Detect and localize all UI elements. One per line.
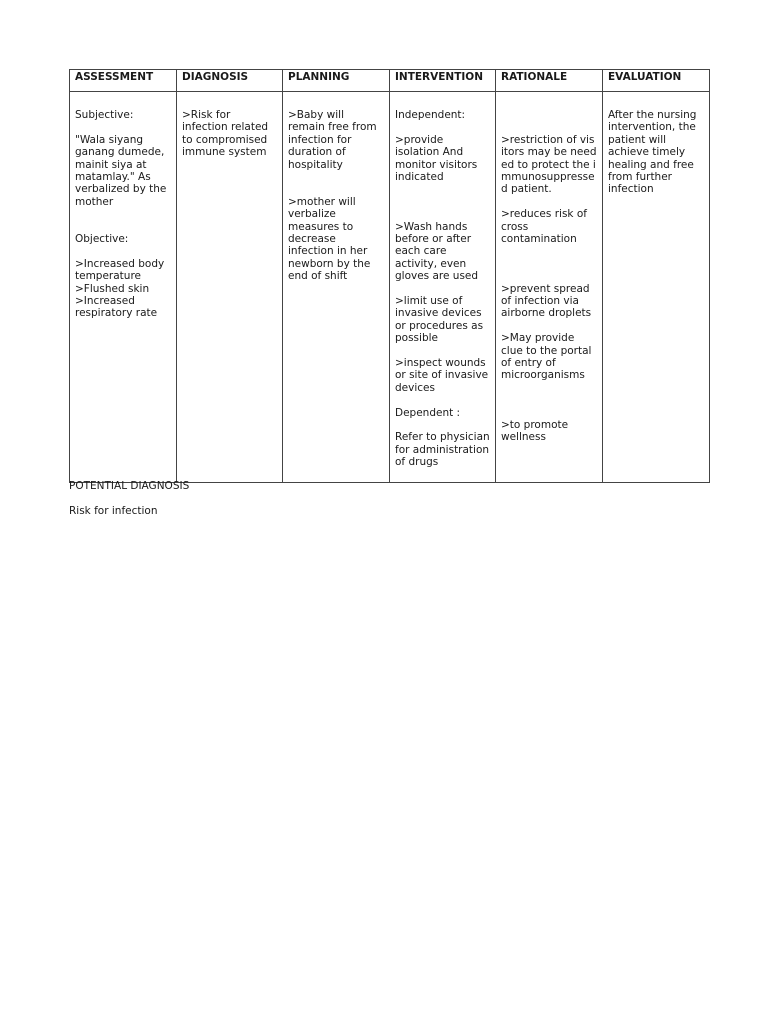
- intervention-item: Refer to physician for administration of drugs: [395, 431, 490, 469]
- intervention-item: >Wash hands before or after each care activity, even gloves are used: [395, 220, 479, 283]
- diagnosis-cell: [177, 92, 283, 483]
- potential-diagnosis-value: Risk for infection: [69, 505, 158, 517]
- nursing-care-plan-table: [69, 69, 710, 483]
- header-planning: PLANNING: [283, 70, 390, 92]
- rationale-item: >restriction of visitors may be needed to protect the immunosuppressed patient.: [501, 133, 597, 196]
- header-evaluation: EVALUATION: [603, 70, 710, 92]
- objective-item: >Flushed skin: [75, 282, 150, 295]
- subjective-quote: "Wala siyang ganang dumede, mainit siya at matamlay." As verbalized by the mother: [75, 133, 167, 208]
- planning-goal: >Baby will remain free from infection for duration of hospitality: [288, 109, 377, 171]
- evaluation-cell: [603, 92, 710, 483]
- assessment-cell: [70, 92, 177, 483]
- rationale-item: >prevent spread of infection via airborne droplets: [501, 282, 592, 320]
- potential-diagnosis-label: POTENTIAL DIAGNOSIS: [69, 480, 190, 492]
- dependent-label: Dependent :: [395, 406, 461, 419]
- rationale-item: >reduces risk of cross contamination: [501, 208, 587, 246]
- intervention-item: >provide isolation And monitor visitors indicated: [395, 133, 478, 184]
- objective-item: >Increased body temperature: [75, 257, 165, 283]
- evaluation-text: After the nursing intervention, the patient will achieve timely healing and free from further infection: [608, 109, 697, 196]
- header-assessment: ASSESSMENT: [70, 70, 177, 92]
- rationale-item: >to promote wellness: [501, 419, 569, 444]
- independent-label: Independent:: [395, 109, 466, 121]
- planning-goal: >mother will verbalize measures to decrease infection in her newborn by the end of shift: [288, 195, 371, 283]
- rationale-item: >May provide clue to the portal of entry of microorganisms: [501, 332, 592, 382]
- objective-item: >Increased respiratory rate: [75, 295, 158, 320]
- planning-cell: [283, 92, 390, 483]
- intervention-item: >limit use of invasive devices or procedures as possible: [395, 295, 484, 345]
- intervention-cell: [390, 92, 496, 483]
- objective-label: Objective:: [75, 233, 129, 246]
- rationale-cell: [496, 92, 603, 483]
- diagnosis-text: >Risk for infection related to compromised immune system: [182, 109, 269, 159]
- header-diagnosis: DIAGNOSIS: [177, 70, 283, 92]
- table-header-row: [70, 70, 710, 92]
- intervention-item: >inspect wounds or site of invasive devices: [395, 357, 489, 394]
- header-intervention: INTERVENTION: [390, 70, 496, 92]
- table-row: [70, 92, 710, 483]
- subjective-label: Subjective:: [75, 109, 134, 121]
- header-rationale: RATIONALE: [496, 70, 603, 92]
